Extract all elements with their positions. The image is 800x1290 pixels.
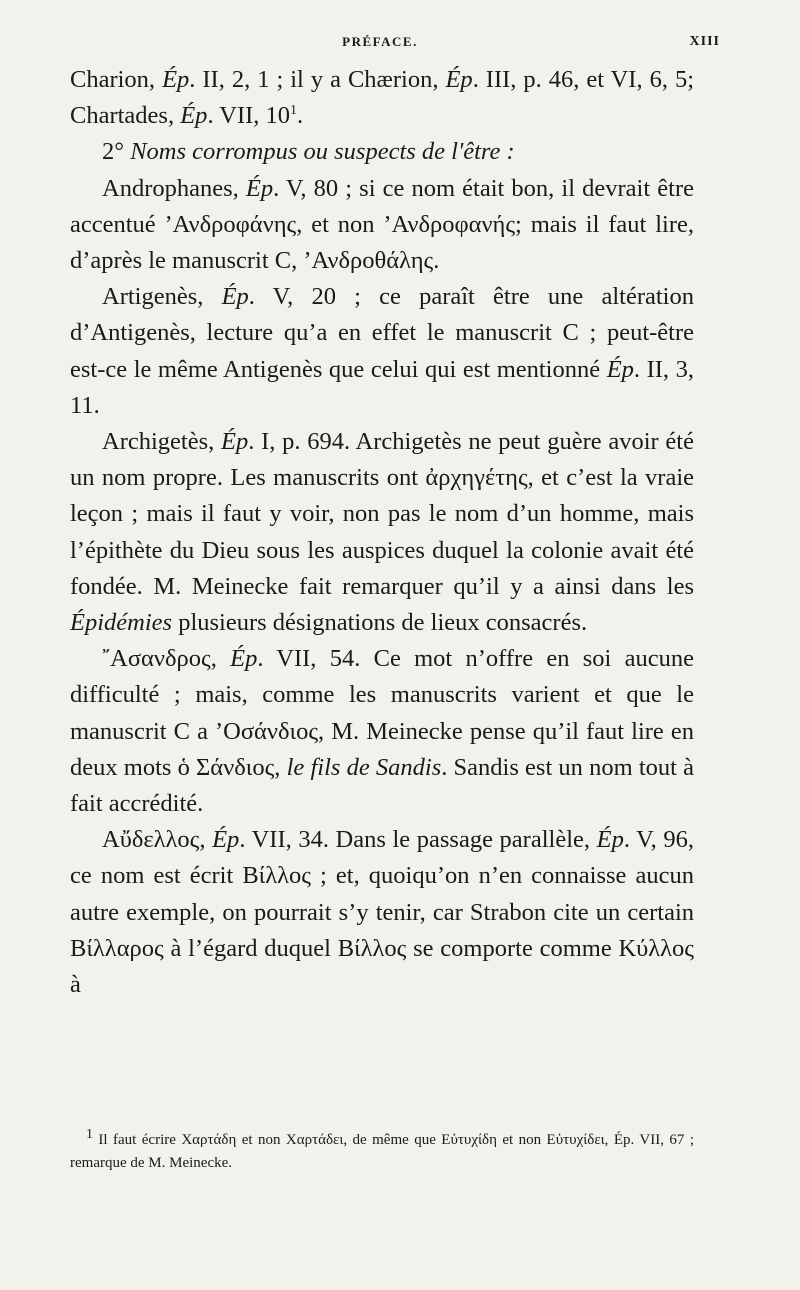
text-run: Archigetès, (102, 428, 221, 456)
paragraph (70, 641, 694, 822)
text-run: . III, p. 46, et VI, 6, 5; Chartades, (70, 66, 695, 130)
text-run: Charion, (70, 66, 163, 93)
italic-text: Ép (162, 66, 190, 93)
italic-text: Noms corrompus ou suspects de l'être : (130, 138, 515, 166)
paragraph (70, 171, 694, 280)
text-run: . (297, 102, 304, 130)
italic-text: Ép (212, 826, 240, 854)
text-run: . V, 80 ; si ce nom était bon, il devrait être accentué ’Ανδροφάνης, et non ’Ανδροφανής; mais il faut lire, d’après le manuscrit C, ’Ανδροθάλης. (70, 174, 694, 275)
footnote-1 (70, 1129, 694, 1175)
italic-text: le fils de Sandis (286, 753, 442, 781)
page-number: XIII (689, 34, 720, 49)
italic-text: Ép (180, 102, 208, 130)
text-run: . VII, 54. Ce mot n’offre en soi aucune difficulté ; mais, comme les manuscrits varient et que le manuscrit C a ’Οσάνδιος, M. Meinecke pense qu’il faut lire en deux mots ὁ Σάνδιος, (70, 645, 694, 781)
footnote-marker: 1 (86, 1127, 93, 1142)
text-run: plusieurs désignations de lieux consacrés. (172, 609, 588, 637)
italic-text: Épidémies (70, 609, 173, 637)
text-run: Androphanes, (102, 174, 246, 202)
text-run: 2° (102, 138, 131, 166)
paragraph (70, 424, 694, 641)
italic-text: Ép (245, 174, 274, 202)
paragraph (70, 62, 694, 134)
text-run: . V, 96, ce nom est écrit Βίλλος ; et, quoiqu’on n’en connaisse aucun autre exemple, on pourrait s’y tenir, car Strabon cite un certain Βίλλαρος à l’égard duquel Βίλλος se comporte comme Κύλλος à (70, 826, 695, 999)
running-title: PRÉFACE. (342, 34, 418, 49)
text-run: . I, p. 694. Archigetès ne peut guère avoir été un nom propre. Les manuscrits ont ἀρχηγέτης, et c’est la vraie leçon ; mais il faut y voir, non pas le nom d’un homme, mais l’épithète du Dieu sous les auspices duquel la colonie avait été fondée. M. Meinecke fait remarquer qu’il y a ainsi dans les (70, 428, 694, 600)
italic-text: Ép (606, 355, 634, 383)
text-run: Artigenès, (102, 283, 222, 311)
text-run: . V, 20 ; ce paraît être une altération d’Antigenès, lecture qu’a en effet le manuscrit C ; peut-être est-ce le même Antigenès que celui qui est mentionné (70, 283, 694, 383)
paragraph (70, 134, 694, 170)
main-text (70, 62, 694, 1003)
text-run: ῎Ασανδρος, (102, 645, 231, 673)
italic-text: Ép (221, 428, 249, 456)
italic-text: Ép (596, 826, 624, 854)
paragraph (70, 279, 694, 424)
page-header (70, 34, 720, 54)
text-run: . Sandis est un nom tout à fait accrédité. (70, 753, 694, 818)
footnote-text: Il faut écrire Χαρτάδη et non Χαρτάδει, de même que Εὐτυχίδη et non Εὐτυχίδει, Ép. VII, 67 ; remarque de M. Meinecke. (70, 1132, 694, 1171)
text-run: Αὔδελλος, (102, 826, 213, 854)
italic-text: Ép (445, 66, 473, 93)
italic-text: Ép (230, 645, 258, 673)
footnote-reference: 1 (290, 103, 298, 119)
italic-text: Ép (221, 283, 249, 311)
footnotes (70, 1129, 694, 1175)
text-run: . II, 2, 1 ; il y a Chærion, (189, 66, 446, 93)
text-run: . VII, 34. Dans le passage parallèle, (239, 826, 597, 854)
paragraph (70, 822, 694, 1003)
text-run: . II, 3, 11. (70, 355, 694, 419)
text-run: . VII, 10 (207, 102, 291, 130)
